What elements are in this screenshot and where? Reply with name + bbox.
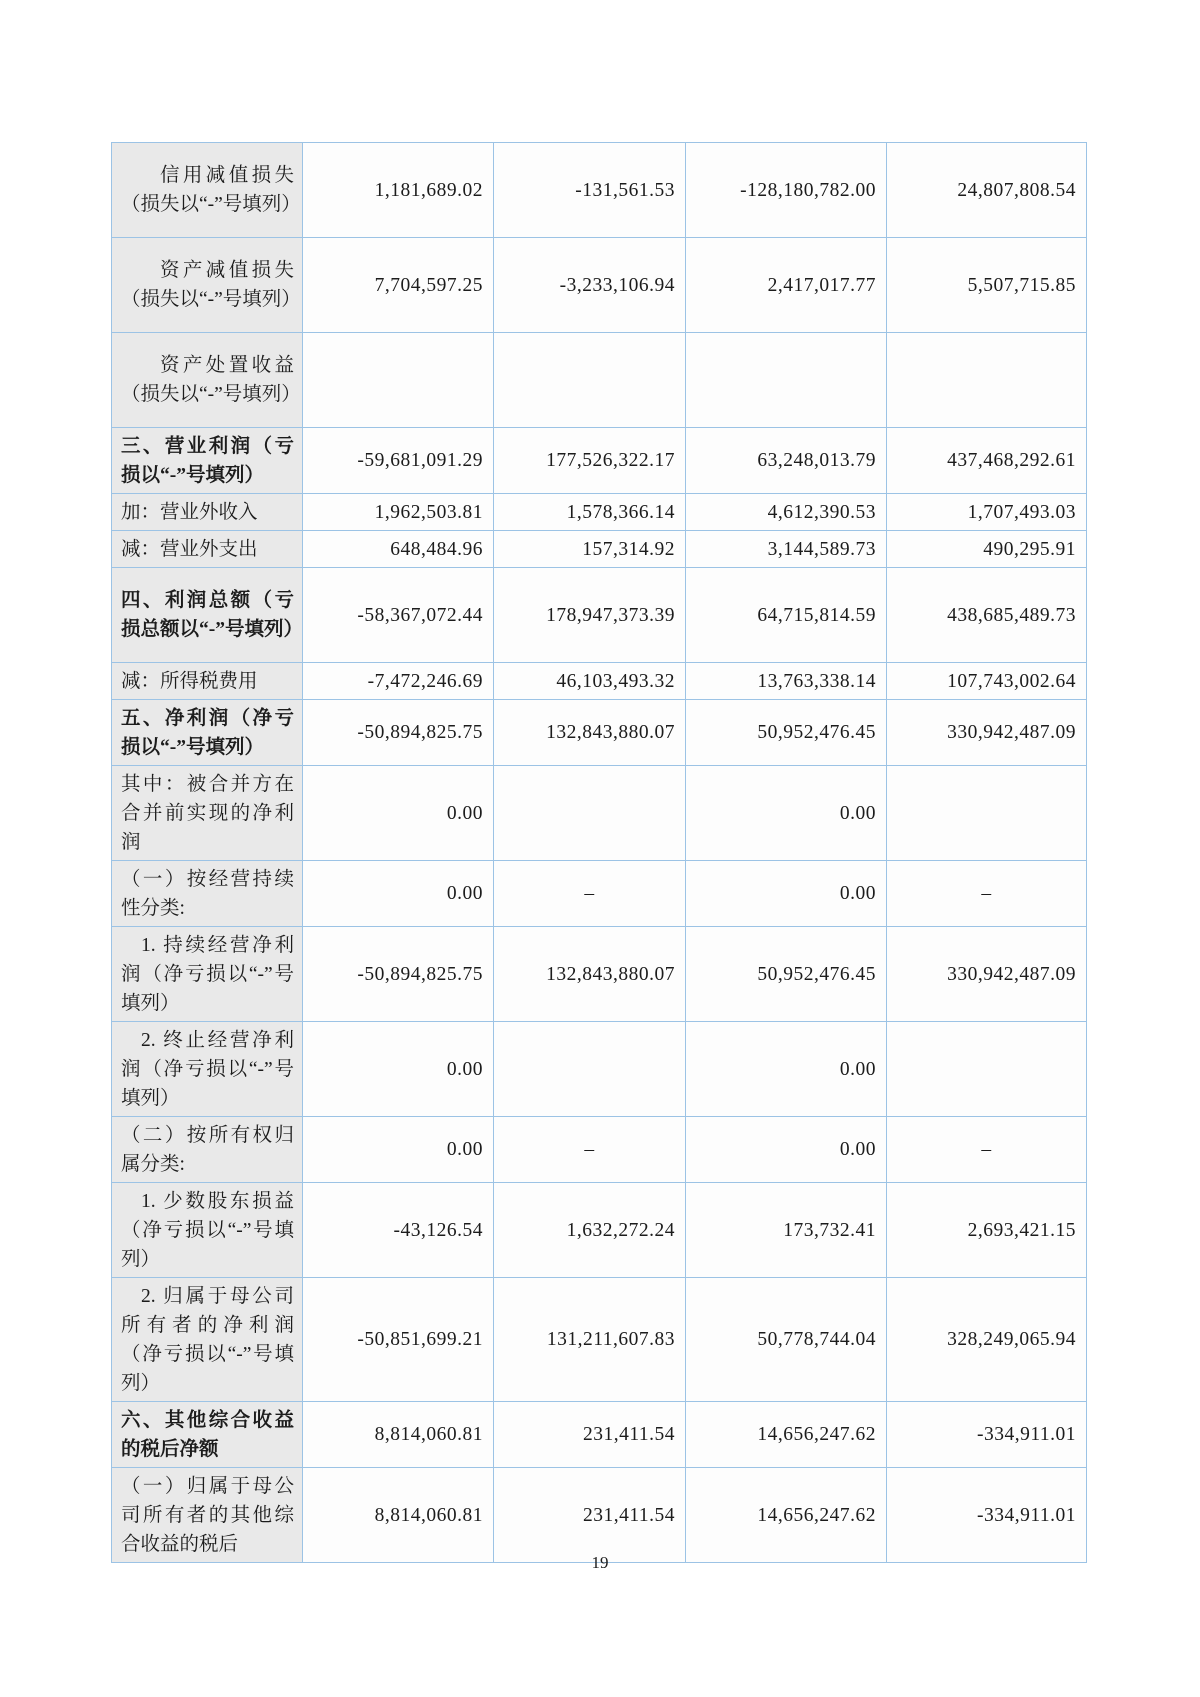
- value-cell: 0.00: [303, 861, 494, 927]
- income-statement-table: [111, 142, 1087, 1563]
- value-cell: -59,681,091.29: [303, 428, 494, 494]
- value-cell: [887, 766, 1087, 861]
- value-cell: 0.00: [686, 766, 887, 861]
- value-cell: 177,526,322.17: [494, 428, 686, 494]
- value-cell: [494, 766, 686, 861]
- value-cell: [494, 333, 686, 428]
- table-row: [112, 1278, 1087, 1402]
- table-row: [112, 1117, 1087, 1183]
- row-label-cell: 减：所得税费用: [112, 663, 303, 700]
- value-cell: 178,947,373.39: [494, 568, 686, 663]
- value-cell: 2,693,421.15: [887, 1183, 1087, 1278]
- value-cell: [494, 1022, 686, 1117]
- table-row: [112, 766, 1087, 861]
- table-row: [112, 428, 1087, 494]
- value-cell: -3,233,106.94: [494, 238, 686, 333]
- value-cell: 1,578,366.14: [494, 494, 686, 531]
- value-cell: 50,952,476.45: [686, 927, 887, 1022]
- table-row: [112, 1183, 1087, 1278]
- table-row: [112, 568, 1087, 663]
- value-cell: 438,685,489.73: [887, 568, 1087, 663]
- value-cell: 64,715,814.59: [686, 568, 887, 663]
- value-cell: -50,894,825.75: [303, 927, 494, 1022]
- value-cell: -50,851,699.21: [303, 1278, 494, 1402]
- row-label-cell: 资产减值损失（损失以“-”号填列）: [112, 238, 303, 333]
- value-cell: 4,612,390.53: [686, 494, 887, 531]
- row-label-cell: 三、营业利润（亏损以“-”号填列）: [112, 428, 303, 494]
- value-cell: 1,962,503.81: [303, 494, 494, 531]
- value-cell: 14,656,247.62: [686, 1402, 887, 1468]
- table-row: [112, 700, 1087, 766]
- value-cell: –: [887, 1117, 1087, 1183]
- value-cell: –: [887, 861, 1087, 927]
- value-cell: 107,743,002.64: [887, 663, 1087, 700]
- row-label-cell: 加：营业外收入: [112, 494, 303, 531]
- value-cell: –: [494, 861, 686, 927]
- value-cell: 46,103,493.32: [494, 663, 686, 700]
- table-body: [112, 143, 1087, 1563]
- row-label-cell: 1. 少数股东损益（净亏损以“-”号填列）: [112, 1183, 303, 1278]
- table-row: [112, 143, 1087, 238]
- row-label-cell: 2. 归属于母公司所有者的净利润（净亏损以“-”号填列）: [112, 1278, 303, 1402]
- value-cell: 231,411.54: [494, 1468, 686, 1563]
- value-cell: [887, 1022, 1087, 1117]
- row-label-cell: 六、其他综合收益的税后净额: [112, 1402, 303, 1468]
- value-cell: 5,507,715.85: [887, 238, 1087, 333]
- value-cell: -43,126.54: [303, 1183, 494, 1278]
- table-row: [112, 1022, 1087, 1117]
- value-cell: 0.00: [303, 1117, 494, 1183]
- value-cell: 328,249,065.94: [887, 1278, 1087, 1402]
- value-cell: 8,814,060.81: [303, 1402, 494, 1468]
- value-cell: -128,180,782.00: [686, 143, 887, 238]
- value-cell: 0.00: [686, 861, 887, 927]
- value-cell: 24,807,808.54: [887, 143, 1087, 238]
- value-cell: 13,763,338.14: [686, 663, 887, 700]
- value-cell: -58,367,072.44: [303, 568, 494, 663]
- value-cell: 330,942,487.09: [887, 927, 1087, 1022]
- value-cell: -334,911.01: [887, 1402, 1087, 1468]
- row-label-cell: （一）归属于母公司所有者的其他综合收益的税后: [112, 1468, 303, 1563]
- row-label-cell: 减：营业外支出: [112, 531, 303, 568]
- table-row: [112, 531, 1087, 568]
- value-cell: 0.00: [686, 1022, 887, 1117]
- value-cell: 7,704,597.25: [303, 238, 494, 333]
- value-cell: 3,144,589.73: [686, 531, 887, 568]
- row-label-cell: 资产处置收益（损失以“-”号填列）: [112, 333, 303, 428]
- value-cell: 131,211,607.83: [494, 1278, 686, 1402]
- value-cell: -7,472,246.69: [303, 663, 494, 700]
- row-label-cell: 2. 终止经营净利润（净亏损以“-”号填列）: [112, 1022, 303, 1117]
- value-cell: 490,295.91: [887, 531, 1087, 568]
- table-row: [112, 927, 1087, 1022]
- value-cell: 2,417,017.77: [686, 238, 887, 333]
- value-cell: 132,843,880.07: [494, 927, 686, 1022]
- value-cell: 1,181,689.02: [303, 143, 494, 238]
- table-row: [112, 494, 1087, 531]
- value-cell: 50,952,476.45: [686, 700, 887, 766]
- row-label-cell: 五、净利润（净亏损以“-”号填列）: [112, 700, 303, 766]
- table-row: [112, 1402, 1087, 1468]
- value-cell: 0.00: [303, 766, 494, 861]
- value-cell: -131,561.53: [494, 143, 686, 238]
- value-cell: -50,894,825.75: [303, 700, 494, 766]
- row-label-cell: （二）按所有权归属分类:: [112, 1117, 303, 1183]
- value-cell: 173,732.41: [686, 1183, 887, 1278]
- value-cell: 437,468,292.61: [887, 428, 1087, 494]
- value-cell: 132,843,880.07: [494, 700, 686, 766]
- page-number: 19: [591, 1553, 609, 1572]
- table-row: [112, 1468, 1087, 1563]
- value-cell: -334,911.01: [887, 1468, 1087, 1563]
- row-label-cell: 信用减值损失（损失以“-”号填列）: [112, 143, 303, 238]
- row-label-cell: 其中：被合并方在合并前实现的净利润: [112, 766, 303, 861]
- table-row: [112, 663, 1087, 700]
- value-cell: 50,778,744.04: [686, 1278, 887, 1402]
- table-row: [112, 333, 1087, 428]
- value-cell: 157,314.92: [494, 531, 686, 568]
- row-label-cell: （一）按经营持续性分类:: [112, 861, 303, 927]
- value-cell: 648,484.96: [303, 531, 494, 568]
- value-cell: 330,942,487.09: [887, 700, 1087, 766]
- value-cell: 1,707,493.03: [887, 494, 1087, 531]
- table-row: [112, 861, 1087, 927]
- value-cell: –: [494, 1117, 686, 1183]
- value-cell: 8,814,060.81: [303, 1468, 494, 1563]
- value-cell: [686, 333, 887, 428]
- value-cell: 0.00: [686, 1117, 887, 1183]
- value-cell: 63,248,013.79: [686, 428, 887, 494]
- row-label-cell: 1. 持续经营净利润（净亏损以“-”号填列）: [112, 927, 303, 1022]
- table-row: [112, 238, 1087, 333]
- value-cell: 14,656,247.62: [686, 1468, 887, 1563]
- row-label-cell: 四、利润总额（亏损总额以“-”号填列）: [112, 568, 303, 663]
- value-cell: [887, 333, 1087, 428]
- value-cell: 231,411.54: [494, 1402, 686, 1468]
- value-cell: [303, 333, 494, 428]
- value-cell: 1,632,272.24: [494, 1183, 686, 1278]
- value-cell: 0.00: [303, 1022, 494, 1117]
